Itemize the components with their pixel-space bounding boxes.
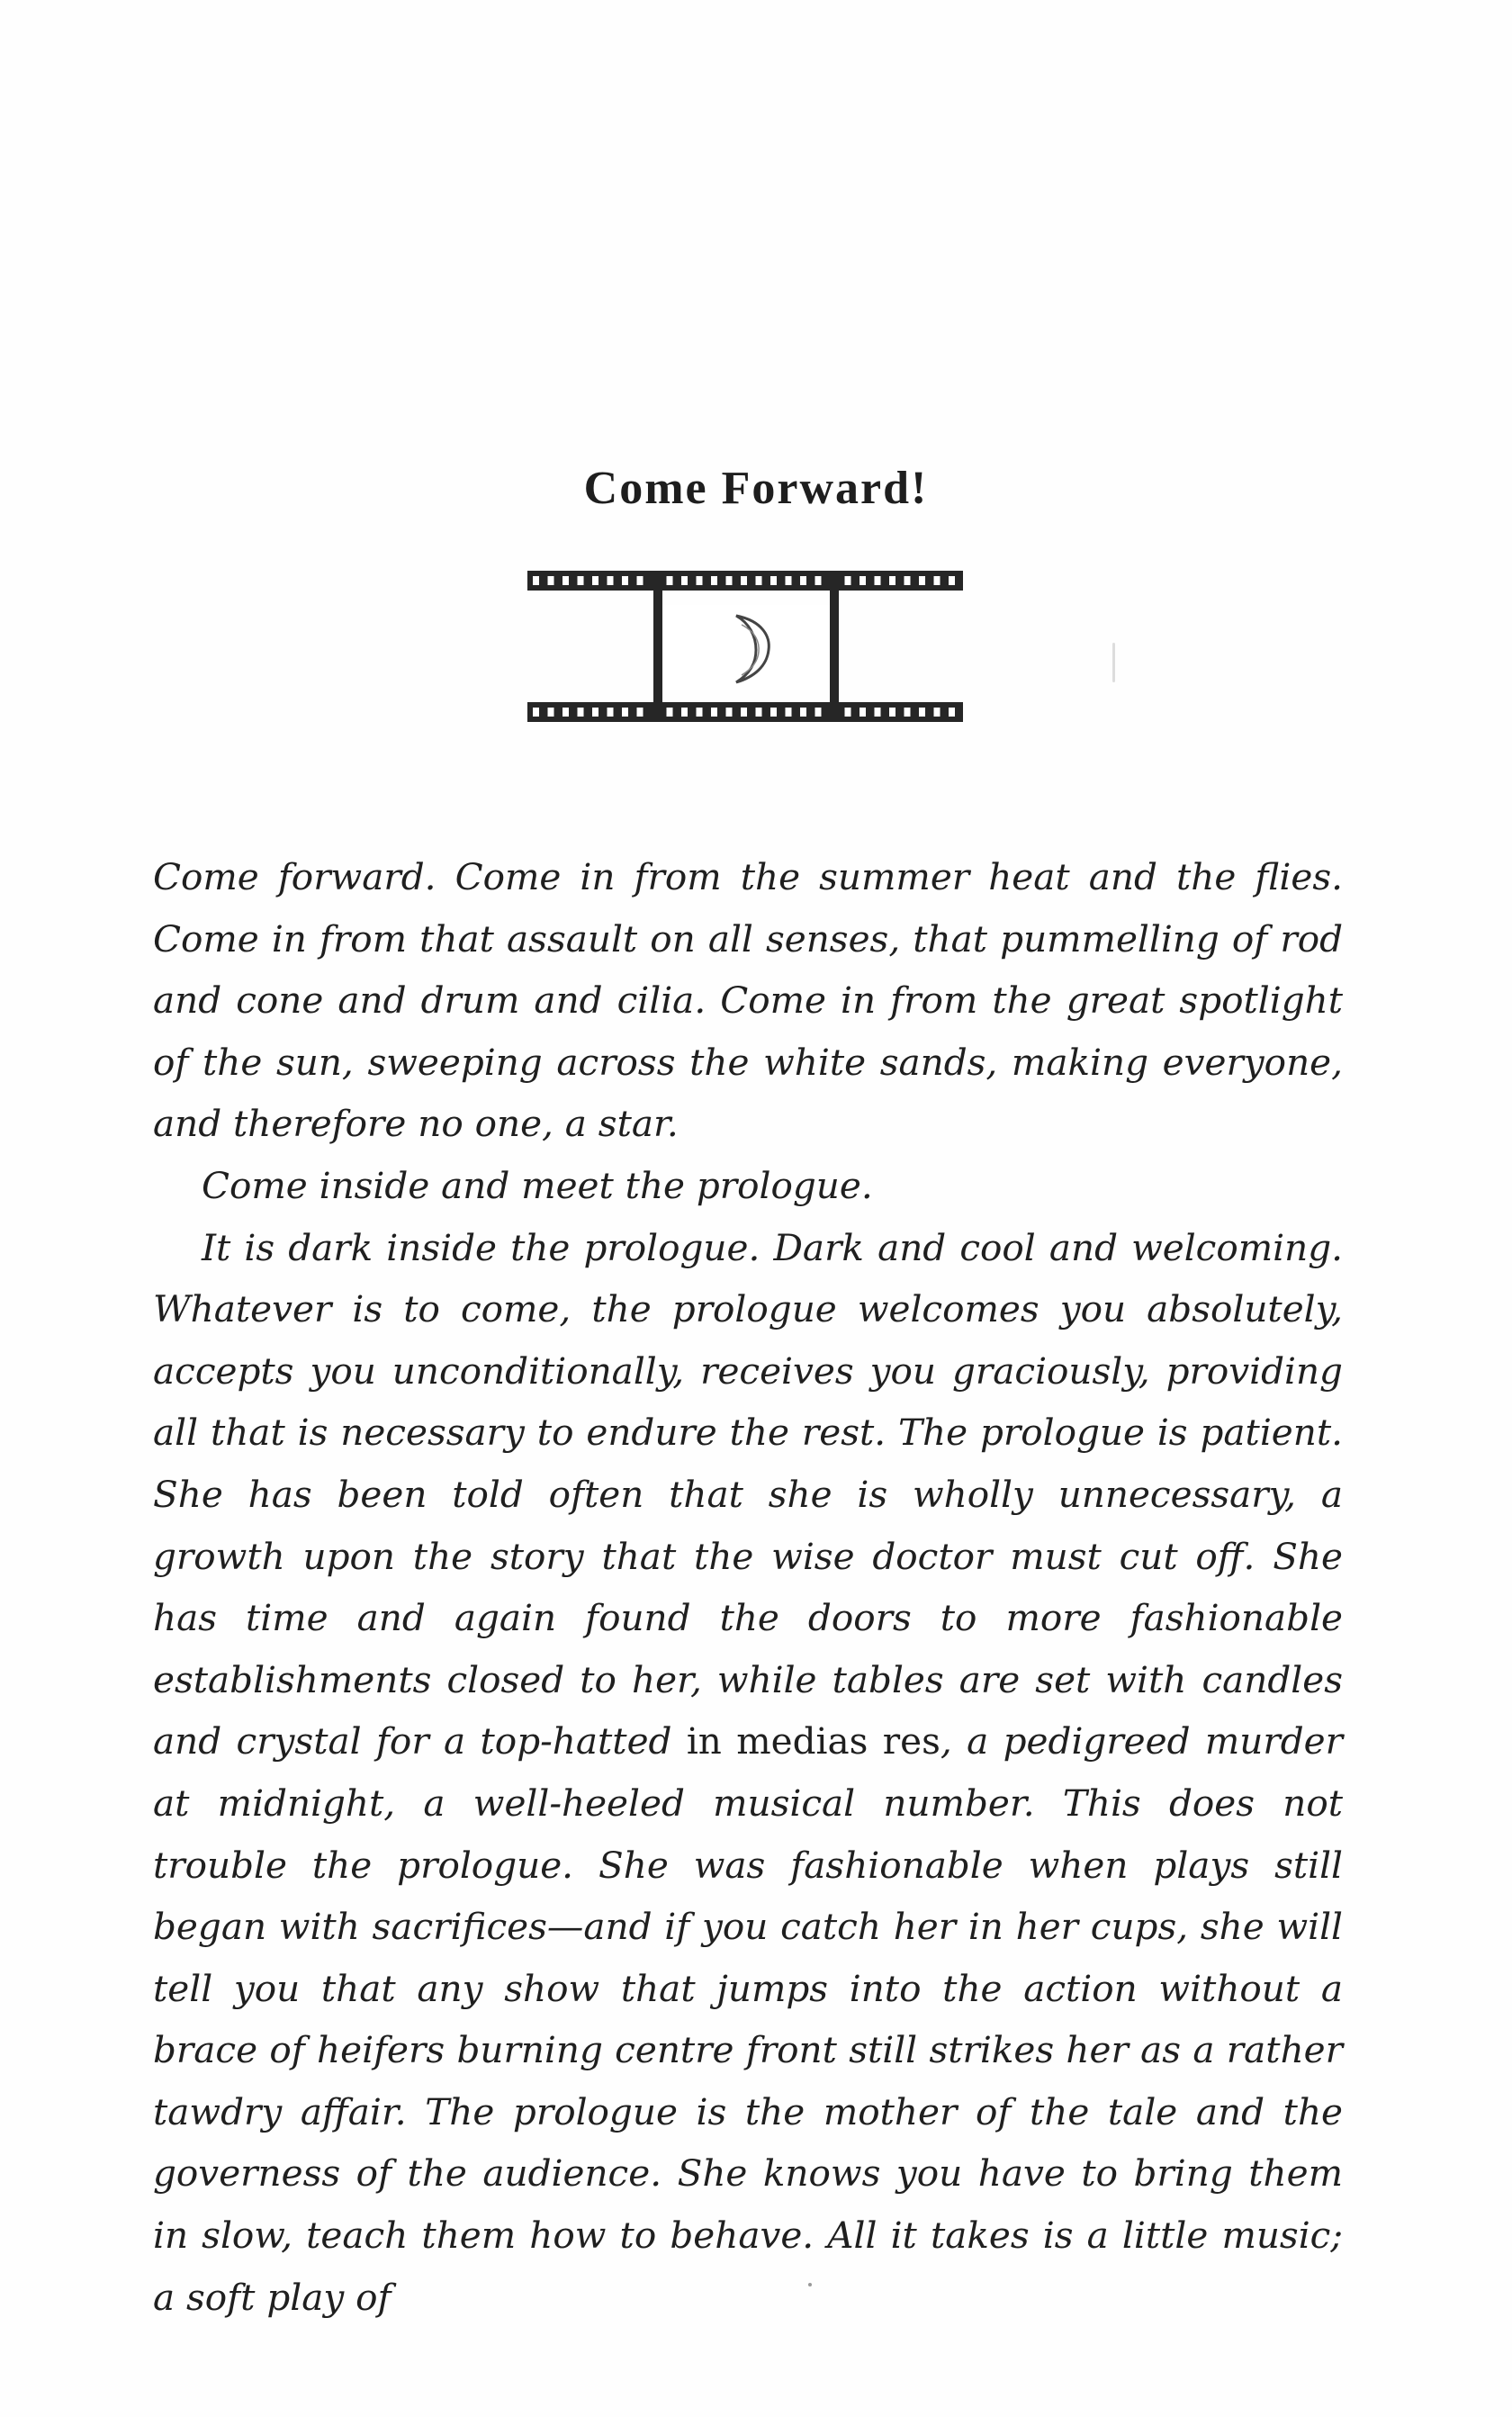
sprocket-hole: [578, 576, 584, 585]
sprocket-hole: [815, 708, 822, 717]
sprocket-hole: [592, 576, 598, 585]
sprocket-hole: [904, 576, 911, 585]
sprocket-hole: [904, 708, 911, 717]
text-run: It is dark inside the prologue. Dark and cool and welcoming. Whatever is to come, the prologue welcomes you absolutely, accepts you unconditionally, receives you graciously, providing all that is necessary to endure the rest. The prologue is patient. She has been told often that she is wholly unnecessary, a growth upon the story that the wise doctor must cut off. She has time and again found the doors to more fashionable establishments closed to her, while tables are set with candles and crystal for a top-hatted: [153, 1225, 1343, 1763]
paragraph: [153, 1155, 1343, 1217]
sprocket-hole: [533, 576, 539, 585]
sprocket-hole: [711, 576, 717, 585]
sprocket-hole: [548, 708, 554, 717]
sprocket-hole: [681, 708, 688, 717]
sprocket-hole: [949, 708, 955, 717]
body-text: [153, 846, 1343, 2328]
sprocket-hole: [756, 576, 762, 585]
chapter-title: Come Forward!: [583, 462, 929, 514]
text-run: Come inside and meet the prologue.: [202, 1163, 873, 1207]
sprocket-hole: [786, 576, 792, 585]
sprocket-hole: [800, 708, 806, 717]
sprocket-hole: [637, 708, 644, 717]
sprocket-hole: [741, 576, 747, 585]
sprocket-hole: [741, 708, 747, 717]
sprocket-hole: [919, 708, 925, 717]
sprocket-hole: [845, 708, 851, 717]
sprocket-hole: [681, 576, 688, 585]
sprocket-hole: [622, 576, 628, 585]
sprocket-hole: [860, 708, 866, 717]
sprocket-hole: [786, 708, 792, 717]
sprocket-hole: [608, 708, 614, 717]
sprocket-hole: [800, 576, 806, 585]
sprocket-hole: [667, 576, 673, 585]
sprocket-hole: [845, 576, 851, 585]
sprocket-hole: [889, 708, 896, 717]
sprocket-hole: [770, 708, 777, 717]
sprocket-hole: [756, 708, 762, 717]
sprocket-hole: [934, 576, 940, 585]
sprocket-hole: [562, 708, 569, 717]
sprocket-hole: [697, 576, 703, 585]
sprocket-hole: [608, 576, 614, 585]
sprocket-hole: [919, 576, 925, 585]
sprocket-hole: [875, 576, 881, 585]
sprocket-hole: [533, 708, 539, 717]
paper-speck: [808, 2283, 812, 2286]
sprocket-hole: [622, 708, 628, 717]
sprocket-hole: [875, 708, 881, 717]
paragraph: [153, 846, 1343, 1155]
sprocket-hole: [860, 576, 866, 585]
sprocket-hole: [592, 708, 598, 717]
paragraph: [153, 1217, 1343, 2329]
sprocket-hole: [770, 576, 777, 585]
sprocket-hole: [667, 708, 673, 717]
sprocket-hole: [637, 576, 644, 585]
sprocket-hole: [578, 708, 584, 717]
text-run: Come forward. Come in from the summer heat and the flies. Come in from that assault on all senses, that pummelling of rod and cone and drum and cilia. Come in from the great spotlight of the sun, sweeping across the white sands, making everyone, and therefore no one, a star.: [153, 855, 1343, 1146]
film-strip-ornament: [527, 564, 963, 736]
sprocket-hole: [711, 708, 717, 717]
roman-phrase: in medias res: [686, 1719, 940, 1763]
sprocket-hole: [697, 708, 703, 717]
sprocket-hole: [934, 708, 940, 717]
sprocket-hole: [726, 708, 733, 717]
sprocket-hole: [949, 576, 955, 585]
sprocket-hole: [562, 576, 569, 585]
text-run: , a pedigreed murder at midnight, a well-heeled musical number. This does not trouble the prologue. She was fashionable when plays still began with sacrifices—and if you catch her in her cups, she will tell you that any show that jumps into the action without a brace of heifers burning centre front still strikes her as a rather tawdry affair. The prologue is the mother of the tale and the governess of the audience. She knows you have to bring them in slow, teach them how to behave. All it takes is a little music; a soft play of: [153, 1719, 1343, 2319]
sprocket-hole: [889, 576, 896, 585]
paper-speck: [1112, 643, 1115, 682]
sprocket-hole: [726, 576, 733, 585]
sprocket-hole: [548, 576, 554, 585]
sprocket-hole: [815, 576, 822, 585]
